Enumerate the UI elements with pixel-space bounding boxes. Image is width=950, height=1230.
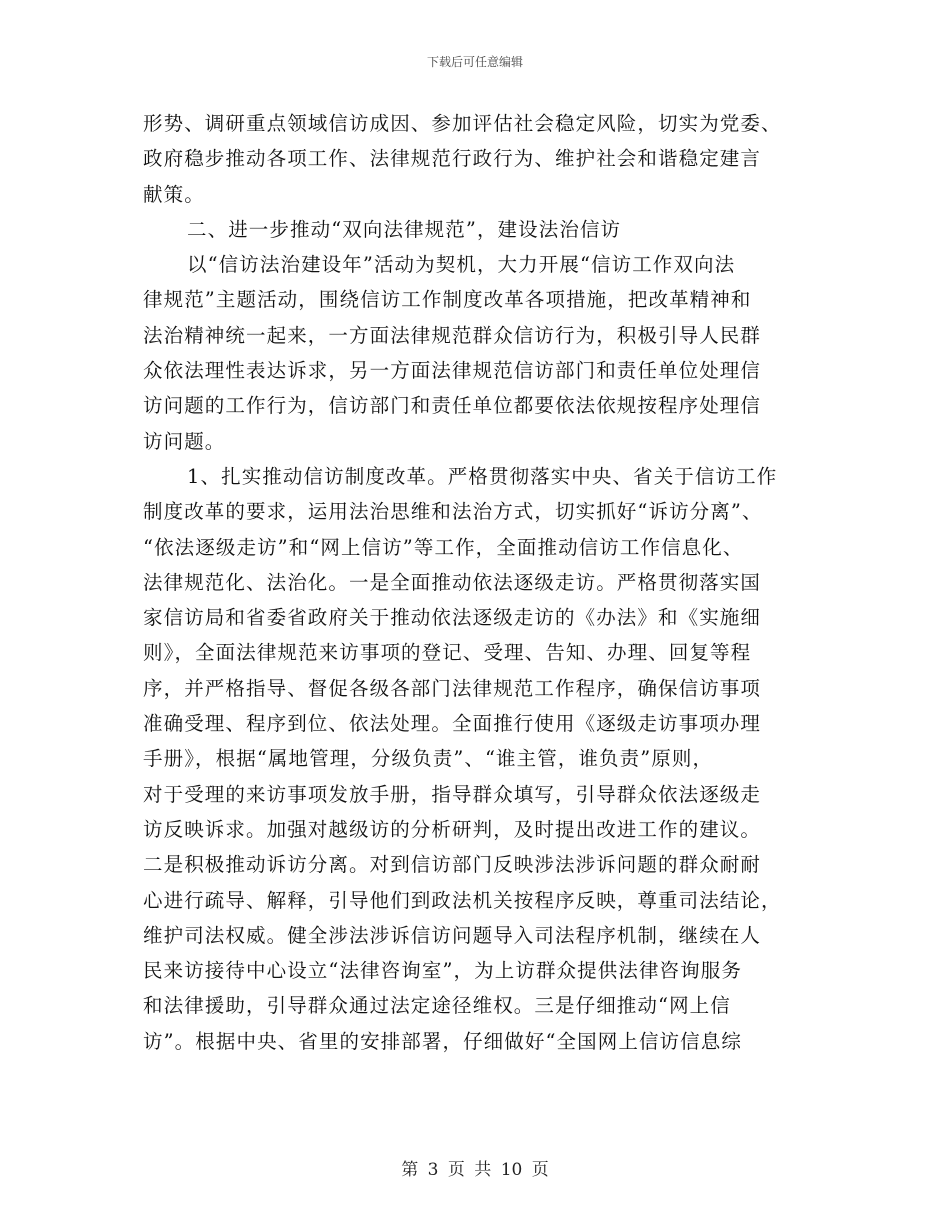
text-line: 访问题的工作行为，信访部门和责任单位都要依法依规按程序处理信 (143, 394, 762, 418)
text-line: 序，并严格指导、督促各级各部门法律规范工作程序，确保信访事项 (143, 676, 762, 700)
text-line: 制度改革的要求，运用法治思维和法治方式，切实抓好“诉访分离”、 (143, 500, 763, 524)
text-line: 法律规范化、法治化。一是全面推动依法逐级走访。严格贯彻落实国 (143, 570, 762, 594)
text-line: 献策。 (143, 182, 205, 206)
text-line: 民来访接待中心设立“法律咨询室”，为上访群众提供法律咨询服务 (143, 959, 742, 983)
text-line: 访”。根据中央、省里的安排部署，仔细做好“全国网上信访信息综 (143, 1029, 742, 1053)
page-header: 下载后可任意编辑 (426, 55, 523, 69)
text-line: 二、进一步推动“双向法律规范”，建设法治信访 (187, 217, 622, 241)
text-line: 手册》，根据“属地管理，分级负责”、“谁主管，谁负责”原则， (143, 747, 714, 771)
text-line: 准确受理、程序到位、依法处理。全面推行使用《逐级走访事项办理 (143, 712, 762, 736)
text-line: 形势、调研重点领域信访成因、参加评估社会稳定风险，切实为党委、 (143, 112, 782, 135)
text-line: 访问题。 (143, 429, 226, 453)
document-body (143, 106, 808, 1059)
text-line: 对于受理的来访事项发放手册，指导群众填写，引导群众依法逐级走 (143, 782, 762, 806)
text-line: 家信访局和省委省政府关于推动依法逐级走访的《办法》和《实施细 (143, 606, 762, 630)
text-line: 心进行疏导、解释，引导他们到政法机关按程序反映，尊重司法结论， (143, 888, 782, 912)
text-line: 访反映诉求。加强对越级访的分析研判，及时提出改进工作的建议。 (143, 817, 762, 841)
text-line: 政府稳步推动各项工作、法律规范行政行为、维护社会和谐稳定建言 (143, 147, 762, 171)
text-line: 以“信访法治建设年”活动为契机，大力开展“信访工作双向法 (187, 253, 736, 277)
text-line: 众依法理性表达诉求，另一方面法律规范信访部门和责任单位处理信 (143, 359, 762, 383)
text-line: 则》，全面法律规范来访事项的登记、受理、告知、办理、回复等程 (143, 641, 752, 665)
text-line: 和法律援助，引导群众通过法定途径维权。三是仔细推动“网上信 (143, 994, 731, 1018)
text-line: 二是积极推动诉访分离。对到信访部门反映涉法涉诉问题的群众耐耐 (143, 853, 762, 877)
text-line: 法治精神统一起来，一方面法律规范群众信访行为，积极引导人民群 (143, 323, 762, 347)
text-line: 维护司法权威。健全涉法涉诉信访问题导入司法程序机制，继续在人 (143, 923, 762, 947)
text-line: 1、扎实推动信访制度改革。严格贯彻落实中央、省关于信访工作 (187, 464, 778, 488)
page-footer: 第 3 页 共 10 页 (401, 1160, 549, 1180)
text-line: “依法逐级走访”和“网上信访”等工作，全面推动信访工作信息化、 (143, 535, 744, 559)
text-line: 律规范”主题活动，围绕信访工作制度改革各项措施，把改革精神和 (143, 288, 752, 312)
